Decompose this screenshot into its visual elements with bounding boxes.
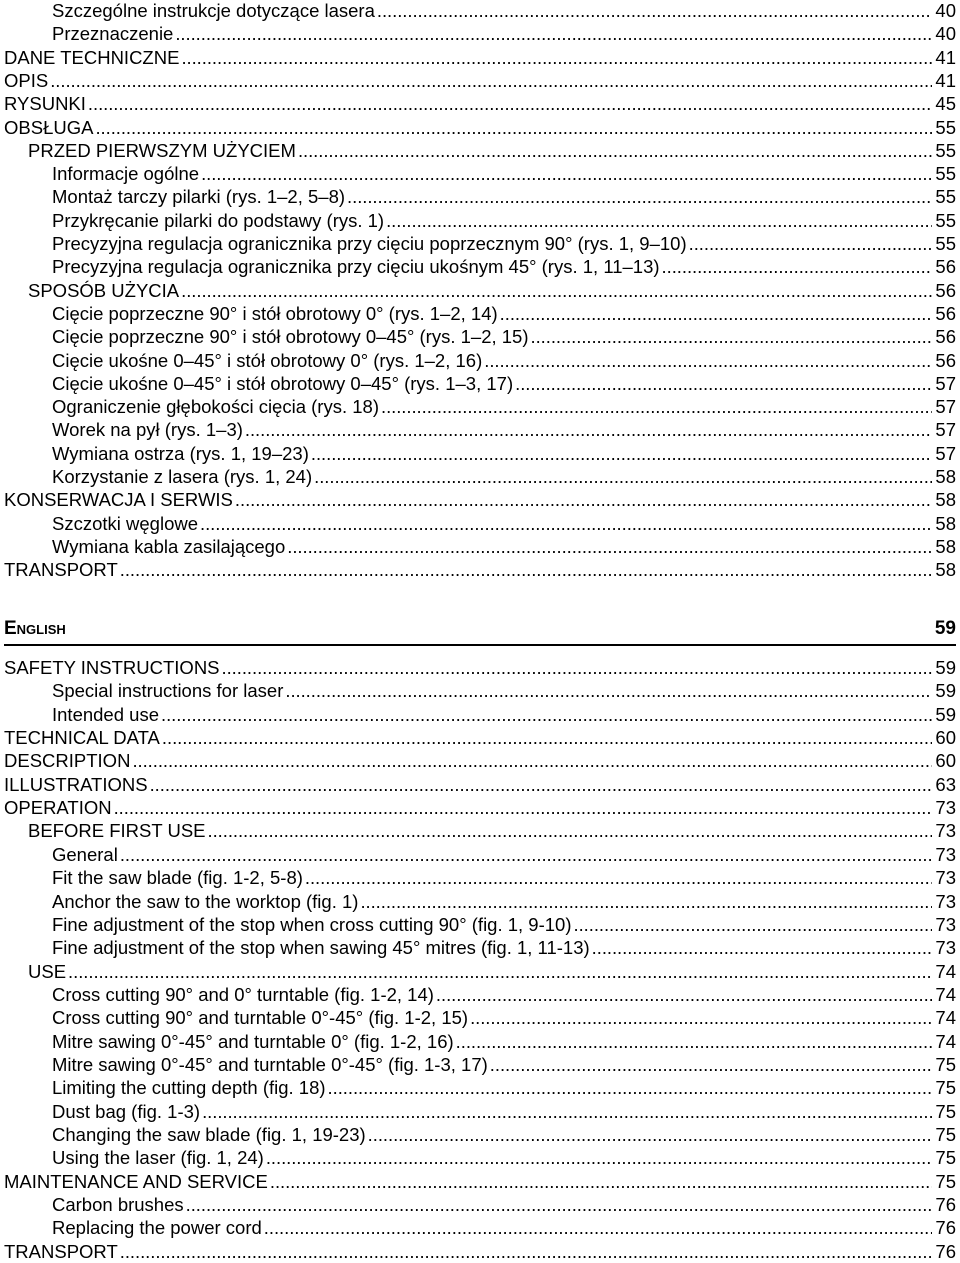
dot-leader bbox=[114, 796, 932, 819]
toc-entry-page: 60 bbox=[935, 727, 956, 749]
toc-entry-title: Replacing the power cord bbox=[52, 1217, 262, 1239]
toc-entry-title: DANE TECHNICZNE bbox=[4, 46, 180, 68]
toc-entry-page: 74 bbox=[935, 1030, 956, 1052]
toc-entry[interactable] bbox=[4, 1170, 956, 1193]
toc-entry-title: Fine adjustment of the stop when sawing 45° mitres (fig. 1, 11-13) bbox=[52, 937, 590, 959]
toc-entry-page: 58 bbox=[935, 559, 956, 581]
toc-entry-title: Changing the saw blade (fig. 1, 19-23) bbox=[52, 1124, 366, 1145]
dot-leader bbox=[68, 960, 932, 983]
toc-entry[interactable] bbox=[4, 512, 956, 535]
toc-entry-page: 76 bbox=[935, 1194, 956, 1216]
toc-entry[interactable] bbox=[4, 1216, 956, 1239]
toc-entry[interactable] bbox=[4, 843, 956, 866]
toc-entry[interactable] bbox=[4, 1076, 956, 1099]
toc-entry-page: 75 bbox=[935, 1053, 956, 1075]
dot-leader bbox=[175, 22, 932, 45]
dot-leader bbox=[689, 232, 932, 255]
section-page: 59 bbox=[934, 618, 956, 639]
toc-entry-title: Worek na pył (rys. 1–3) bbox=[52, 419, 243, 441]
toc-entry-title: Cross cutting 90° and turntable 0°-45° (fig. 1-2, 15) bbox=[52, 1007, 469, 1029]
toc-entry[interactable] bbox=[4, 558, 956, 581]
dot-leader bbox=[436, 983, 932, 1006]
dot-leader bbox=[161, 703, 932, 726]
toc-entry[interactable] bbox=[4, 488, 956, 511]
toc-entry-title: TRANSPORT bbox=[4, 559, 118, 581]
toc-entry-page: 40 bbox=[935, 23, 956, 45]
toc-entry-title: PRZED PIERWSZYM UŻYCIEM bbox=[28, 139, 296, 161]
toc-entry[interactable] bbox=[4, 22, 956, 45]
toc-entry[interactable] bbox=[4, 796, 956, 819]
toc-entry[interactable] bbox=[4, 1006, 956, 1029]
toc-entry-page: 73 bbox=[935, 913, 956, 935]
dot-leader bbox=[208, 819, 933, 842]
toc-entry-title: Precyzyjna regulacja ogranicznika przy cięciu poprzecznym 90° (rys. 1, 9–10) bbox=[52, 233, 687, 254]
toc-entry-title: OPERATION bbox=[4, 797, 112, 819]
toc-entry-page: 76 bbox=[935, 1240, 956, 1262]
toc-entry[interactable] bbox=[4, 890, 956, 913]
toc-entry-title: Mitre sawing 0°-45° and turntable 0° (fig. 1-2, 16) bbox=[52, 1030, 454, 1052]
toc-entry-page: 74 bbox=[935, 983, 956, 1005]
toc-entry-page: 73 bbox=[935, 937, 956, 959]
toc-entry[interactable] bbox=[4, 1030, 956, 1053]
toc-entry[interactable] bbox=[4, 1053, 956, 1076]
toc-entry-title: Dust bag (fig. 1-3) bbox=[52, 1100, 201, 1122]
toc-entry[interactable] bbox=[4, 92, 956, 115]
dot-leader bbox=[186, 1193, 932, 1216]
toc-entry-title: Przeznaczenie bbox=[52, 23, 174, 45]
toc-entry-title: SPOSÓB UŻYCIA bbox=[28, 279, 180, 301]
toc-entry-page: 73 bbox=[935, 867, 956, 889]
toc-entry-page: 55 bbox=[935, 116, 956, 138]
dot-leader bbox=[181, 279, 932, 302]
toc-entry[interactable] bbox=[4, 679, 956, 702]
dot-leader bbox=[490, 1053, 932, 1076]
toc-entry-title: OBSŁUGA bbox=[4, 116, 94, 138]
toc-entry[interactable] bbox=[4, 749, 956, 772]
toc-entry[interactable] bbox=[4, 46, 956, 69]
toc-entry-page: 75 bbox=[935, 1124, 956, 1145]
dot-leader bbox=[347, 185, 932, 208]
toc-entry-page: 41 bbox=[935, 69, 956, 91]
toc-entry-title: OPIS bbox=[4, 69, 49, 91]
toc-entry-title: Using the laser (fig. 1, 24) bbox=[52, 1147, 264, 1169]
toc-entry[interactable] bbox=[4, 465, 956, 488]
dot-leader bbox=[470, 1006, 932, 1029]
toc-entry-page: 73 bbox=[935, 843, 956, 865]
toc-entry-title: Cross cutting 90° and 0° turntable (fig. 1-2, 14) bbox=[52, 983, 434, 1005]
toc-entry-page: 55 bbox=[935, 209, 956, 231]
toc-entry-page: 57 bbox=[935, 419, 956, 441]
dot-leader bbox=[484, 349, 932, 372]
toc-entry-page: 60 bbox=[935, 750, 956, 772]
dot-leader bbox=[50, 69, 932, 92]
dot-leader bbox=[328, 1076, 932, 1099]
toc-entry-title: Special instructions for laser bbox=[52, 680, 284, 702]
dot-leader bbox=[181, 46, 932, 69]
section-heading-english[interactable] bbox=[4, 618, 956, 646]
toc-entry-page: 55 bbox=[935, 233, 956, 254]
toc-entry-page: 75 bbox=[935, 1100, 956, 1122]
dot-leader bbox=[500, 302, 932, 325]
toc-entry-title: Przykręcanie pilarki do podstawy (rys. 1) bbox=[52, 209, 385, 231]
toc-entry[interactable] bbox=[4, 936, 956, 959]
dot-leader bbox=[270, 1170, 932, 1193]
toc-entry-title: Limiting the cutting depth (fig. 18) bbox=[52, 1077, 326, 1099]
toc-entry-page: 55 bbox=[935, 186, 956, 208]
toc-entry-page: 56 bbox=[935, 256, 956, 278]
toc-entry[interactable] bbox=[4, 69, 956, 92]
toc-entry-title: TRANSPORT bbox=[4, 1240, 118, 1262]
toc-entry-page: 73 bbox=[935, 890, 956, 912]
toc-entry-page: 40 bbox=[935, 0, 956, 21]
dot-leader bbox=[662, 255, 932, 278]
toc-entry-title: Montaż tarczy pilarki (rys. 1–2, 5–8) bbox=[52, 186, 346, 208]
dot-leader bbox=[287, 535, 932, 558]
toc-entry-page: 75 bbox=[935, 1147, 956, 1169]
dot-leader bbox=[200, 512, 932, 535]
toc-entry-page: 76 bbox=[935, 1217, 956, 1239]
dot-leader bbox=[592, 936, 932, 959]
toc-entry[interactable] bbox=[4, 442, 956, 465]
dot-leader bbox=[95, 116, 932, 139]
toc-entry-page: 58 bbox=[935, 466, 956, 487]
toc-entry-title: BEFORE FIRST USE bbox=[28, 820, 206, 842]
dot-leader bbox=[314, 465, 932, 488]
toc-entry[interactable] bbox=[4, 349, 956, 372]
toc-entry-page: 56 bbox=[935, 302, 956, 324]
toc-entry[interactable] bbox=[4, 1123, 956, 1146]
dot-leader bbox=[381, 395, 932, 418]
toc-entry[interactable] bbox=[4, 960, 956, 983]
toc-entry-title: Cięcie poprzeczne 90° i stół obrotowy 0–45° (rys. 1–2, 15) bbox=[52, 326, 529, 348]
dot-leader bbox=[88, 92, 932, 115]
dot-leader bbox=[245, 418, 932, 441]
toc-entry-page: 74 bbox=[935, 960, 956, 982]
toc-entry-page: 56 bbox=[935, 326, 956, 348]
toc-entry-page: 75 bbox=[935, 1077, 956, 1099]
toc-entry-title: ILLUSTRATIONS bbox=[4, 773, 148, 795]
toc-entry-page: 73 bbox=[935, 820, 956, 842]
dot-leader bbox=[360, 890, 932, 913]
toc-entry-title: MAINTENANCE AND SERVICE bbox=[4, 1170, 268, 1192]
toc-entry-title: RYSUNKI bbox=[4, 93, 86, 115]
toc-entry[interactable] bbox=[4, 255, 956, 278]
toc-entry-page: 75 bbox=[935, 1170, 956, 1192]
toc-entry[interactable] bbox=[4, 209, 956, 232]
toc-entry-title: Carbon brushes bbox=[52, 1194, 184, 1216]
toc-entry-title: Szczotki węglowe bbox=[52, 512, 199, 534]
toc-entry-page: 58 bbox=[935, 512, 956, 534]
toc-entry[interactable] bbox=[4, 656, 956, 679]
toc-entry-title: Ograniczenie głębokości cięcia (rys. 18) bbox=[52, 396, 379, 418]
toc-entry[interactable] bbox=[4, 983, 956, 1006]
dot-leader bbox=[515, 372, 932, 395]
toc-entry[interactable] bbox=[4, 0, 956, 22]
toc-entry-title: Cięcie ukośne 0–45° i stół obrotowy 0° (rys. 1–2, 16) bbox=[52, 349, 483, 371]
toc-entry[interactable] bbox=[4, 773, 956, 796]
toc-entry[interactable] bbox=[4, 866, 956, 889]
toc-entry-title: Fine adjustment of the stop when cross cutting 90° (fig. 1, 9-10) bbox=[52, 913, 572, 935]
toc-entry-title: KONSERWACJA I SERWIS bbox=[4, 489, 233, 511]
toc-entry-page: 58 bbox=[935, 535, 956, 557]
dot-leader bbox=[531, 325, 932, 348]
toc-entry-page: 41 bbox=[935, 46, 956, 68]
toc-entry-page: 57 bbox=[935, 396, 956, 418]
dot-leader bbox=[285, 679, 932, 702]
toc-entry-page: 63 bbox=[935, 773, 956, 795]
toc-entry[interactable] bbox=[4, 1240, 956, 1263]
toc-entry-title: Szczególne instrukcje dotyczące lasera bbox=[52, 0, 375, 21]
toc-entry[interactable] bbox=[4, 302, 956, 325]
toc-entry-title: Wymiana ostrza (rys. 1, 19–23) bbox=[52, 442, 309, 464]
toc-entry[interactable] bbox=[4, 418, 956, 441]
toc-entry-page: 57 bbox=[935, 442, 956, 464]
toc-entry-page: 59 bbox=[935, 680, 956, 702]
toc-entry-page: 57 bbox=[935, 372, 956, 394]
toc-entry-page: 58 bbox=[935, 489, 956, 511]
dot-leader bbox=[120, 558, 932, 581]
dot-leader bbox=[377, 0, 932, 22]
toc-entry-page: 55 bbox=[935, 139, 956, 161]
dot-leader bbox=[235, 488, 932, 511]
toc-entry-page: 59 bbox=[935, 657, 956, 678]
toc-entry[interactable] bbox=[4, 162, 956, 185]
toc-entry-title: Cięcie ukośne 0–45° i stół obrotowy 0–45° (rys. 1–3, 17) bbox=[52, 372, 514, 394]
dot-leader bbox=[266, 1146, 932, 1169]
dot-leader bbox=[298, 139, 932, 162]
toc-entry-title: Intended use bbox=[52, 703, 159, 725]
toc-entry-page: 74 bbox=[935, 1007, 956, 1029]
toc-entry[interactable] bbox=[4, 325, 956, 348]
toc-entry[interactable] bbox=[4, 703, 956, 726]
dot-leader bbox=[386, 209, 932, 232]
toc-entry[interactable] bbox=[4, 116, 956, 139]
toc-entry-title: SAFETY INSTRUCTIONS bbox=[4, 657, 220, 678]
toc-entry-title: DESCRIPTION bbox=[4, 750, 131, 772]
toc-entry-title: Mitre sawing 0°-45° and turntable 0°-45° (fig. 1-3, 17) bbox=[52, 1053, 488, 1075]
toc-entry[interactable] bbox=[4, 1146, 956, 1169]
dot-leader bbox=[574, 913, 933, 936]
toc-entry-title: General bbox=[52, 843, 118, 865]
dot-leader bbox=[120, 1240, 932, 1263]
toc-entry-title: USE bbox=[28, 960, 67, 982]
toc-entry-title: Informacje ogólne bbox=[52, 163, 200, 185]
toc-entry-title: Wymiana kabla zasilającego bbox=[52, 535, 286, 557]
toc-entry[interactable] bbox=[4, 395, 956, 418]
toc-entry[interactable] bbox=[4, 726, 956, 749]
toc-entry-title: Precyzyjna regulacja ogranicznika przy cięciu ukośnym 45° (rys. 1, 11–13) bbox=[52, 256, 660, 278]
toc-entry[interactable] bbox=[4, 535, 956, 558]
toc-entry-page: 73 bbox=[935, 797, 956, 819]
toc-entry-title: Fit the saw blade (fig. 1-2, 5-8) bbox=[52, 867, 303, 889]
dot-leader bbox=[456, 1030, 932, 1053]
dot-leader bbox=[202, 1100, 932, 1123]
dot-leader bbox=[311, 442, 932, 465]
toc-entry[interactable] bbox=[4, 1100, 956, 1123]
dot-leader bbox=[368, 1123, 932, 1146]
toc-entry[interactable] bbox=[4, 232, 956, 255]
toc-entry[interactable] bbox=[4, 1193, 956, 1216]
toc-entry[interactable] bbox=[4, 819, 956, 842]
toc-entry[interactable] bbox=[4, 139, 956, 162]
dot-leader bbox=[132, 749, 932, 772]
toc-entry[interactable] bbox=[4, 372, 956, 395]
toc-entry-page: 56 bbox=[935, 349, 956, 371]
toc-entry[interactable] bbox=[4, 913, 956, 936]
dot-leader bbox=[201, 162, 932, 185]
dot-leader bbox=[162, 726, 932, 749]
toc-entry-title: Anchor the saw to the worktop (fig. 1) bbox=[52, 890, 359, 912]
dot-leader bbox=[120, 843, 932, 866]
toc-entry-title: Cięcie poprzeczne 90° i stół obrotowy 0° (rys. 1–2, 14) bbox=[52, 302, 498, 324]
toc-entry-page: 55 bbox=[935, 163, 956, 185]
toc-entry-page: 56 bbox=[935, 279, 956, 301]
toc-entry[interactable] bbox=[4, 185, 956, 208]
toc-entry-page: 59 bbox=[935, 703, 956, 725]
dot-leader bbox=[264, 1216, 932, 1239]
toc-entry-page: 45 bbox=[935, 93, 956, 115]
dot-leader bbox=[150, 773, 932, 796]
dot-leader bbox=[222, 656, 932, 679]
toc-entry[interactable] bbox=[4, 279, 956, 302]
toc-entry-title: TECHNICAL DATA bbox=[4, 727, 160, 749]
dot-leader bbox=[305, 866, 932, 889]
section-title: English bbox=[4, 618, 66, 639]
toc-entry-title: Korzystanie z lasera (rys. 1, 24) bbox=[52, 466, 313, 487]
